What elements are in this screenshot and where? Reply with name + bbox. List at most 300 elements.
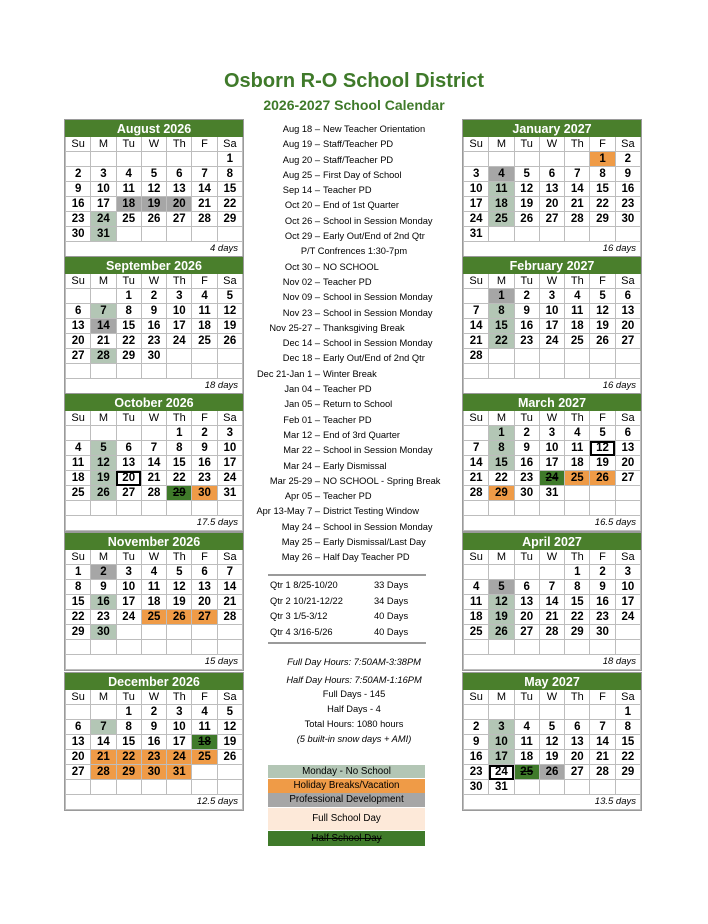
empty-cell: [514, 501, 539, 516]
day-cell: 13: [565, 735, 590, 750]
event-text: Early Dismissal: [323, 460, 387, 471]
day-cell: 11: [141, 580, 166, 595]
day-cell: 13: [66, 319, 91, 334]
empty-cell: [66, 705, 91, 720]
day-cell: 27: [615, 334, 640, 349]
empty-cell: [66, 640, 91, 655]
empty-cell: [464, 705, 489, 720]
event-text: Return to School: [323, 399, 393, 410]
weekday-label: W: [539, 411, 564, 426]
day-cell: 22: [489, 471, 514, 486]
month-day-count: 12.5 days: [66, 795, 243, 810]
day-cell: 4: [66, 441, 91, 456]
day-cell: 1: [615, 705, 640, 720]
empty-cell: [116, 426, 141, 441]
empty-cell: [489, 640, 514, 655]
day-cell: 16: [615, 182, 640, 197]
month-day-count: 18 days: [464, 655, 641, 670]
day-cell: 20: [615, 319, 640, 334]
day-cell: 26: [91, 486, 116, 501]
day-cell: 4: [514, 720, 539, 735]
day-cell: 6: [167, 167, 192, 182]
weekday-label: Th: [167, 690, 192, 705]
empty-cell: [66, 364, 91, 379]
day-cell: 24: [91, 212, 116, 227]
legend-professional-development: Professional Development: [268, 793, 425, 807]
weekday-label: Tu: [116, 274, 141, 289]
day-cell: 30: [590, 625, 615, 640]
weekday-label: W: [141, 690, 166, 705]
day-cell: 27: [116, 486, 141, 501]
calendar-subtitle: 2026-2027 School Calendar: [263, 97, 445, 113]
month-title: November 2026: [66, 534, 243, 550]
day-cell: 16: [464, 750, 489, 765]
empty-cell: [539, 565, 564, 580]
calendar-mar: [462, 393, 642, 532]
day-cell: 3: [116, 565, 141, 580]
day-cell: 24: [489, 765, 514, 780]
event-text: P/T Confrences 1:30-7pm: [300, 246, 408, 257]
event-text: New Teacher Orientation: [323, 124, 426, 134]
event-date: Mar 12 –: [283, 429, 320, 440]
empty-cell: [615, 364, 640, 379]
empty-cell: [192, 349, 217, 364]
event-text: School in Session Monday: [323, 307, 433, 318]
event-date: Nov 25-27 –: [269, 322, 320, 333]
calendar-jan: [462, 119, 642, 258]
day-cell: 8: [489, 441, 514, 456]
day-cell: 12: [590, 304, 615, 319]
empty-cell: [590, 349, 615, 364]
day-cell: 8: [590, 167, 615, 182]
event-date: May 24 –: [281, 521, 320, 532]
day-cell: 24: [615, 610, 640, 625]
day-cell: 6: [116, 441, 141, 456]
empty-cell: [217, 780, 242, 795]
day-cell: 17: [91, 197, 116, 212]
empty-cell: [514, 364, 539, 379]
empty-cell: [615, 227, 640, 242]
day-cell: 5: [489, 580, 514, 595]
event-text: School in Session Monday: [323, 215, 433, 226]
event-date: Dec 14 –: [282, 338, 320, 349]
event-text: Staff/Teacher PD: [323, 154, 394, 165]
day-cell: 27: [192, 610, 217, 625]
empty-cell: [590, 501, 615, 516]
event-row: [248, 290, 460, 305]
event-date: Nov 23 –: [282, 307, 320, 318]
weekday-label: Sa: [615, 274, 640, 289]
event-text: Teacher PD: [323, 414, 372, 425]
day-cell: 8: [615, 720, 640, 735]
day-cell: 25: [192, 334, 217, 349]
day-cell: 15: [489, 319, 514, 334]
event-date: Apr 05 –: [284, 491, 320, 502]
event-row: [248, 413, 460, 428]
weekday-label: Su: [464, 690, 489, 705]
weekday-label: Su: [66, 550, 91, 565]
day-cell: 29: [489, 486, 514, 501]
day-cell: 16: [514, 319, 539, 334]
day-cell: 15: [116, 319, 141, 334]
weekday-label: Tu: [514, 411, 539, 426]
weekday-label: Su: [464, 550, 489, 565]
event-row: [248, 321, 460, 336]
event-row: [248, 229, 460, 244]
day-cell: 15: [565, 595, 590, 610]
event-date: Jan 05 –: [284, 399, 320, 410]
day-cell: 21: [464, 334, 489, 349]
day-cell: 18: [66, 471, 91, 486]
empty-cell: [489, 705, 514, 720]
empty-cell: [514, 640, 539, 655]
empty-cell: [141, 426, 166, 441]
empty-cell: [489, 152, 514, 167]
day-cell: 7: [91, 304, 116, 319]
day-cell: 28: [539, 625, 564, 640]
event-date: Mar 24 –: [283, 460, 320, 471]
weekday-label: W: [539, 550, 564, 565]
day-cell: 10: [615, 580, 640, 595]
day-cell: 24: [167, 750, 192, 765]
day-cell: 21: [141, 471, 166, 486]
day-cell: 20: [565, 750, 590, 765]
empty-cell: [539, 640, 564, 655]
event-date: Sep 14 –: [282, 185, 320, 196]
day-cell: 17: [116, 595, 141, 610]
empty-cell: [615, 501, 640, 516]
day-cell: 11: [116, 182, 141, 197]
day-cell: 11: [192, 720, 217, 735]
empty-cell: [590, 364, 615, 379]
empty-cell: [565, 780, 590, 795]
day-cell: 27: [66, 349, 91, 364]
day-cell: 21: [217, 595, 242, 610]
empty-cell: [590, 486, 615, 501]
day-cell: 7: [141, 441, 166, 456]
legend-half-school-day: Half School Day: [268, 831, 425, 846]
empty-cell: [464, 640, 489, 655]
day-cell: 9: [192, 441, 217, 456]
weekday-label: M: [489, 690, 514, 705]
day-cell: 15: [615, 735, 640, 750]
day-cell: 6: [615, 426, 640, 441]
empty-cell: [539, 705, 564, 720]
weekday-label: Su: [464, 137, 489, 152]
day-cell: 24: [539, 334, 564, 349]
day-cell: 20: [167, 197, 192, 212]
empty-cell: [141, 227, 166, 242]
day-cell: 16: [141, 319, 166, 334]
day-cell: 23: [141, 750, 166, 765]
day-cell: 22: [565, 610, 590, 625]
day-cell: 22: [590, 197, 615, 212]
month-title: September 2026: [66, 258, 243, 274]
day-cell: 7: [464, 304, 489, 319]
event-date: Apr 13-May 7 –: [256, 506, 320, 517]
day-cell: 23: [141, 334, 166, 349]
day-cell: 26: [217, 334, 242, 349]
day-cell: 12: [590, 441, 615, 456]
day-cell: 13: [514, 595, 539, 610]
day-cell: 1: [167, 426, 192, 441]
day-cell: 23: [590, 610, 615, 625]
full-day-hours: Full Day Hours: 7:50AM-3:38PM: [287, 657, 421, 667]
day-cell: 20: [66, 334, 91, 349]
quarter-range: Qtr 1 8/25-10/20: [270, 580, 338, 590]
half-days-count: Half Days - 4: [327, 704, 381, 714]
day-cell: 4: [565, 426, 590, 441]
day-cell: 5: [590, 289, 615, 304]
weekday-label: Tu: [116, 411, 141, 426]
month-title: January 2027: [464, 121, 641, 137]
day-cell: 13: [192, 580, 217, 595]
total-hours: Total Hours: 1080 hours: [304, 719, 404, 729]
event-row: [248, 382, 460, 397]
day-cell: 29: [565, 625, 590, 640]
weekday-label: Sa: [615, 550, 640, 565]
event-list: [248, 122, 460, 566]
day-cell: 26: [514, 212, 539, 227]
day-cell: 2: [514, 426, 539, 441]
weekday-label: M: [489, 137, 514, 152]
day-cell: 19: [590, 319, 615, 334]
empty-cell: [464, 501, 489, 516]
empty-cell: [539, 501, 564, 516]
empty-cell: [539, 349, 564, 364]
day-cell: 26: [590, 334, 615, 349]
event-date: Dec 21-Jan 1 –: [256, 368, 320, 379]
day-cell: 19: [141, 197, 166, 212]
empty-cell: [192, 780, 217, 795]
empty-cell: [116, 625, 141, 640]
day-cell: 10: [539, 441, 564, 456]
day-cell: 30: [615, 212, 640, 227]
event-date: Oct 29 –: [284, 231, 320, 242]
day-cell: 8: [116, 720, 141, 735]
day-cell: 8: [489, 304, 514, 319]
empty-cell: [464, 289, 489, 304]
day-cell: 23: [66, 212, 91, 227]
day-cell: 27: [167, 212, 192, 227]
day-cell: 12: [217, 304, 242, 319]
day-cell: 17: [167, 735, 192, 750]
day-cell: 5: [167, 565, 192, 580]
empty-cell: [489, 364, 514, 379]
weekday-label: Tu: [116, 137, 141, 152]
day-cell: 15: [66, 595, 91, 610]
event-text: NO SCHOOL - Spring Break: [323, 475, 441, 486]
weekday-label: W: [141, 550, 166, 565]
day-cell: 2: [141, 705, 166, 720]
event-date: Oct 30 –: [284, 261, 320, 272]
day-cell: 23: [615, 197, 640, 212]
day-cell: 6: [66, 720, 91, 735]
quarter-days: 33 Days: [374, 580, 409, 590]
quarter-days: 40 Days: [374, 611, 409, 621]
day-cell: 12: [539, 735, 564, 750]
calendar-apr: [462, 532, 642, 671]
day-cell: 23: [464, 765, 489, 780]
quarter-days: 40 Days: [374, 626, 409, 637]
empty-cell: [192, 640, 217, 655]
weekday-label: Tu: [514, 690, 539, 705]
day-cell: 26: [141, 212, 166, 227]
day-cell: 14: [192, 182, 217, 197]
event-date: Aug 19 –: [282, 139, 320, 150]
day-cell: 29: [66, 625, 91, 640]
day-cell: 23: [192, 471, 217, 486]
day-cell: 5: [141, 167, 166, 182]
day-cell: 9: [590, 580, 615, 595]
event-row: [248, 275, 460, 290]
day-cell: 19: [539, 750, 564, 765]
empty-cell: [66, 501, 91, 516]
day-cell: 26: [539, 765, 564, 780]
day-cell: 1: [217, 152, 242, 167]
empty-cell: [590, 705, 615, 720]
quarter-row: [268, 609, 426, 625]
empty-cell: [192, 152, 217, 167]
month-day-count: 17.5 days: [66, 516, 243, 531]
day-cell: 16: [514, 456, 539, 471]
quarter-range: Qtr 2 10/21-12/22: [270, 595, 343, 606]
day-cell: 30: [141, 765, 166, 780]
day-cell: 2: [192, 426, 217, 441]
event-date: Oct 26 –: [284, 215, 320, 226]
day-cell: 28: [464, 486, 489, 501]
event-text: NO SCHOOL: [323, 261, 379, 272]
day-cell: 24: [116, 610, 141, 625]
day-cell: 13: [167, 182, 192, 197]
event-text: Teacher PD: [323, 384, 372, 395]
day-cell: 1: [565, 565, 590, 580]
day-cell: 10: [167, 304, 192, 319]
empty-cell: [217, 640, 242, 655]
day-cell: 27: [539, 212, 564, 227]
empty-cell: [192, 765, 217, 780]
weekday-label: Th: [167, 137, 192, 152]
day-cell: 17: [489, 750, 514, 765]
day-cell: 1: [116, 289, 141, 304]
day-cell: 25: [565, 471, 590, 486]
event-row: [248, 504, 460, 519]
event-row: [248, 351, 460, 366]
month-title: March 2027: [464, 395, 641, 411]
empty-cell: [116, 640, 141, 655]
weekday-label: Sa: [217, 690, 242, 705]
calendar-feb: [462, 256, 642, 395]
empty-cell: [217, 349, 242, 364]
event-date: Aug 25 –: [282, 169, 320, 180]
empty-cell: [489, 349, 514, 364]
legend-full-school-day: Full School Day: [268, 808, 425, 830]
event-date: Aug 20 –: [282, 154, 320, 165]
day-cell: 12: [217, 720, 242, 735]
event-text: End of 1st Quarter: [323, 200, 399, 211]
event-date: May 25 –: [281, 537, 320, 548]
day-cell: 11: [489, 182, 514, 197]
day-cell: 31: [91, 227, 116, 242]
day-cell: 8: [167, 441, 192, 456]
weekday-label: Sa: [217, 411, 242, 426]
empty-cell: [192, 227, 217, 242]
empty-cell: [590, 780, 615, 795]
day-cell: 17: [539, 456, 564, 471]
event-row: [248, 535, 460, 550]
event-text: Half Day Teacher PD: [323, 552, 410, 563]
day-cell: 5: [539, 720, 564, 735]
weekday-label: F: [590, 690, 615, 705]
weekday-label: M: [489, 411, 514, 426]
weekday-label: W: [141, 411, 166, 426]
half-day-hours: Half Day Hours: 7:50AM-1:16PM: [286, 675, 422, 685]
calendar-oct: [64, 393, 244, 532]
day-cell: 16: [192, 456, 217, 471]
event-row: [248, 428, 460, 443]
quarter-range: Qtr 4 3/16-5/26: [270, 626, 333, 637]
day-cell: 14: [565, 182, 590, 197]
day-cell: 3: [167, 289, 192, 304]
day-cell: 10: [464, 182, 489, 197]
month-day-count: 16.5 days: [464, 516, 641, 531]
day-cell: 25: [116, 212, 141, 227]
day-cell: 20: [192, 595, 217, 610]
day-cell: 19: [91, 471, 116, 486]
event-text: Winter Break: [323, 368, 377, 379]
quarter-summary: [268, 574, 426, 644]
day-cell: 18: [514, 750, 539, 765]
calendar-dec: [64, 672, 244, 811]
event-date: Mar 22 –: [283, 445, 320, 456]
day-cell: 21: [91, 334, 116, 349]
day-cell: 21: [539, 610, 564, 625]
month-title: February 2027: [464, 258, 641, 274]
day-cell: 19: [217, 319, 242, 334]
empty-cell: [141, 501, 166, 516]
day-cell: 2: [464, 720, 489, 735]
day-cell: 21: [590, 750, 615, 765]
empty-cell: [192, 364, 217, 379]
event-row: [248, 520, 460, 535]
day-cell: 5: [91, 441, 116, 456]
day-cell: 13: [615, 441, 640, 456]
day-cell: 30: [192, 486, 217, 501]
day-cell: 11: [192, 304, 217, 319]
weekday-label: Tu: [116, 550, 141, 565]
day-cell: 20: [116, 471, 141, 486]
empty-cell: [66, 780, 91, 795]
empty-cell: [141, 625, 166, 640]
event-date: Nov 02 –: [282, 276, 320, 287]
day-cell: 28: [91, 349, 116, 364]
event-text: Early Dismissal/Last Day: [323, 537, 426, 548]
empty-cell: [565, 227, 590, 242]
quarter-row: [268, 594, 426, 610]
day-cell: 9: [464, 735, 489, 750]
empty-cell: [116, 152, 141, 167]
full-days-count: Full Days - 145: [322, 689, 386, 699]
quarter-range: Qtr 3 1/5-3/12: [270, 611, 328, 621]
empty-cell: [167, 625, 192, 640]
empty-cell: [565, 364, 590, 379]
day-cell: 18: [192, 735, 217, 750]
empty-cell: [514, 705, 539, 720]
weekday-label: Sa: [615, 690, 640, 705]
weekday-label: M: [91, 550, 116, 565]
month-title: October 2026: [66, 395, 243, 411]
weekday-label: M: [489, 550, 514, 565]
